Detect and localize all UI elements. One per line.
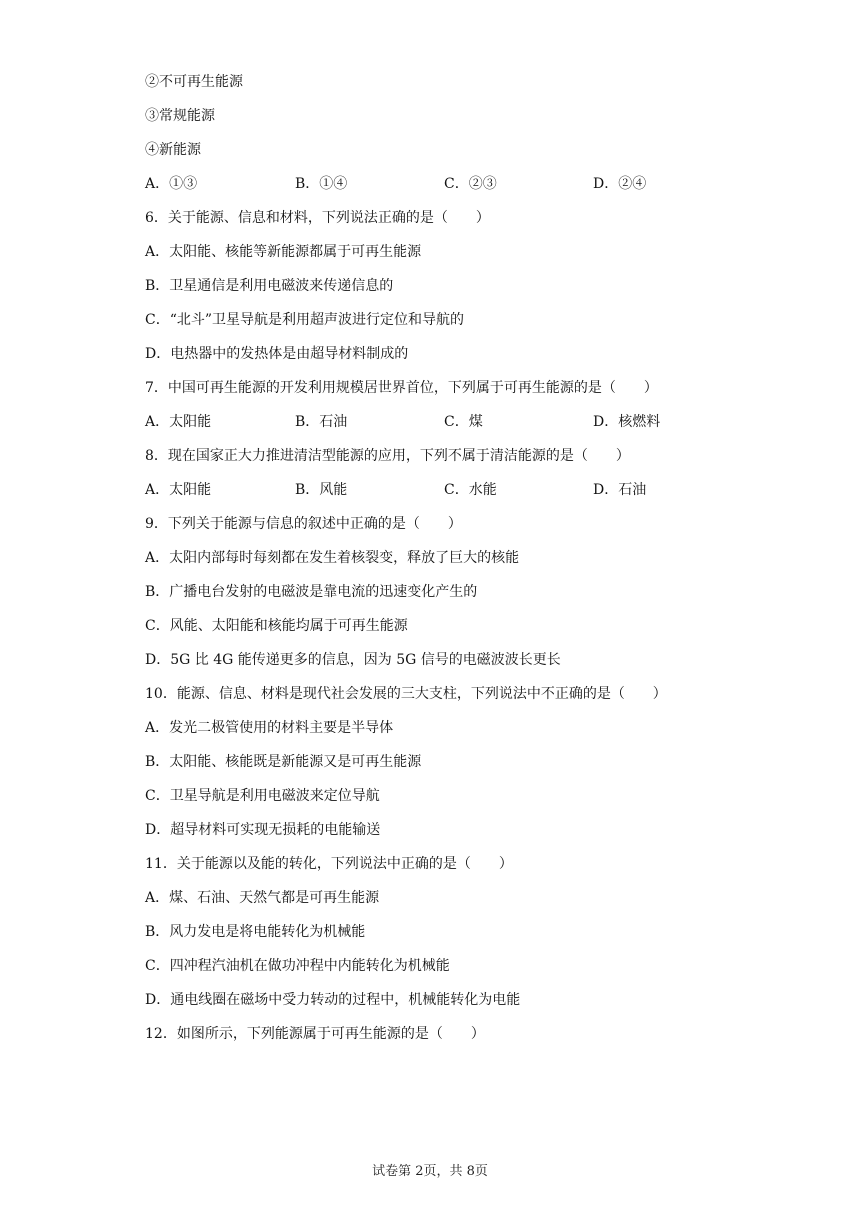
q5-option-d: D．②④ [593,176,647,192]
q7-option-b: B．石油 [295,414,348,430]
q5-item-4: ④新能源 [145,142,201,158]
page-footer: 试卷第 2页，共 8页 [372,1164,488,1179]
q9-option-d: D．5G 比 4G 能传递更多的信息，因为 5G 信号的电磁波波长更长 [145,652,561,668]
q8-option-d: D．石油 [593,482,647,498]
q6-option-b: B．卫星通信是利用电磁波来传递信息的 [145,278,394,294]
q10-stem: 10．能源、信息、材料是现代社会发展的三大支柱，下列说法中不正确的是（ ） [145,686,667,702]
q8-option-a: A．太阳能 [145,482,212,498]
q5-item-3: ③常规能源 [145,108,215,124]
q10-option-d: D．超导材料可实现无损耗的电能输送 [145,822,381,838]
q7-stem: 7．中国可再生能源的开发利用规模居世界首位，下列属于可再生能源的是（ ） [145,380,658,396]
q11-stem: 11．关于能源以及能的转化，下列说法中正确的是（ ） [145,856,513,872]
q9-option-b: B．广播电台发射的电磁波是靠电流的迅速变化产生的 [145,584,478,600]
q11-option-c: C．四冲程汽油机在做功冲程中内能转化为机械能 [145,958,450,974]
q6-option-a: A．太阳能、核能等新能源都属于可再生能源 [145,244,422,260]
q6-stem: 6．关于能源、信息和材料，下列说法正确的是（ ） [145,210,490,226]
q10-option-b: B．太阳能、核能既是新能源又是可再生能源 [145,754,422,770]
q7-option-c: C．煤 [444,414,483,430]
q5-option-a: A．①③ [145,176,198,192]
q11-option-b: B．风力发电是将电能转化为机械能 [145,924,366,940]
q7-option-a: A．太阳能 [145,414,212,430]
q7-option-d: D．核燃料 [593,414,661,430]
q11-option-d: D．通电线圈在磁场中受力转动的过程中，机械能转化为电能 [145,992,521,1008]
q12-stem: 12．如图所示，下列能源属于可再生能源的是（ ） [145,1026,485,1042]
q5-item-2: ②不可再生能源 [145,74,243,90]
q9-option-a: A．太阳内部每时每刻都在发生着核裂变，释放了巨大的核能 [145,550,520,566]
q8-stem: 8．现在国家正大力推进清洁型能源的应用，下列不属于清洁能源的是（ ） [145,448,630,464]
q9-option-c: C．风能、太阳能和核能均属于可再生能源 [145,618,408,634]
q6-option-c: C．“北斗”卫星导航是利用超声波进行定位和导航的 [145,312,465,328]
q11-option-a: A．煤、石油、天然气都是可再生能源 [145,890,380,906]
q9-stem: 9．下列关于能源与信息的叙述中正确的是（ ） [145,516,462,532]
q10-option-a: A．发光二极管使用的材料主要是半导体 [145,720,394,736]
q10-option-c: C．卫星导航是利用电磁波来定位导航 [145,788,380,804]
q5-option-b: B．①④ [295,176,348,192]
q6-option-d: D．电热器中的发热体是由超导材料制成的 [145,346,409,362]
q8-option-b: B．风能 [295,482,348,498]
q8-option-c: C．水能 [444,482,497,498]
q5-option-c: C．②③ [444,176,497,192]
